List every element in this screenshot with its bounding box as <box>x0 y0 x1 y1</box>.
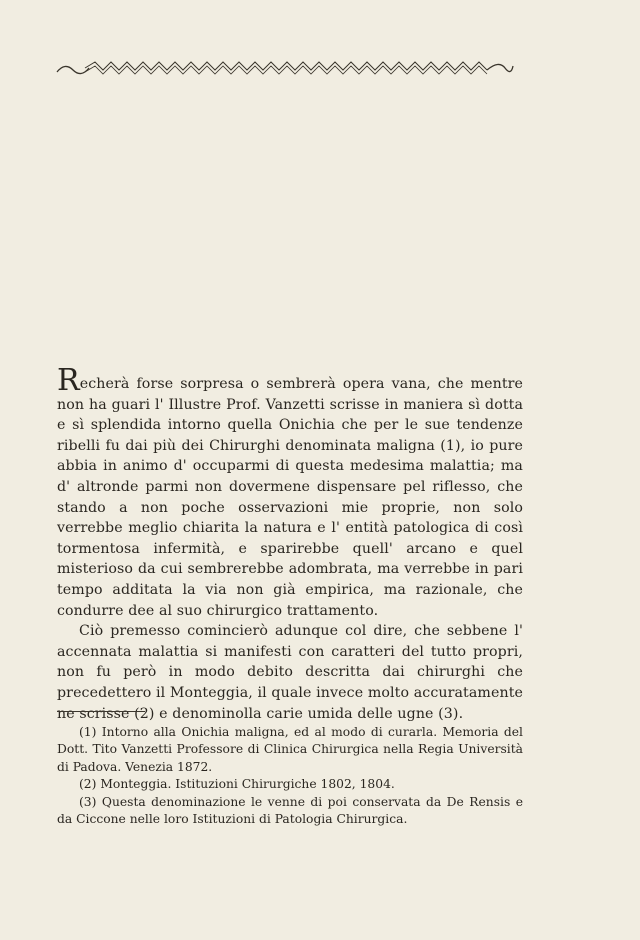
paragraph-1 <box>57 363 523 621</box>
paragraph-1-text: echerà forse sorpresa o sembrerà opera vana, che mentre non ha guari l' Illustre Prof. Vanzetti scrisse in maniera sì dotta e sì splendida intorno quella Onichia che per le sue tendenze ribelli fu dai più dei Chirurghi denominata maligna (1), io pure abbia in animo d' occuparmi di questa medesima malattia; ma d' altronde parmi non dovermene dispensare pel riflesso, che stando a non poche osservazioni mie proprie, non solo verrebbe meglio chiarita la natura e l' entità patologica di così tormentosa infermità, e sparirebbe quell' arcano e quel misterioso da cui sembrerebbe adombrata, ma verrebbe in pari tempo additata la via non già empirica, ma razionale, che condurre dee al suo chirurgico trattamento. <box>57 376 523 619</box>
decorative-ornament-icon <box>55 58 515 78</box>
drop-cap: R <box>57 363 80 398</box>
footnotes <box>57 724 523 828</box>
footnote-divider <box>57 711 145 712</box>
body-text <box>57 363 523 724</box>
footnote-2: (2) Monteggia. Istituzioni Chirurgiche 1802, 1804. <box>79 777 395 792</box>
footnote-1: (1) Intorno alla Onichia maligna, ed al modo di curarla. Memoria del Dott. Tito Vanzetti Professore di Clinica Chirurgica nella Regia Università di Padova. Venezia 1872. <box>57 725 523 774</box>
footnote-3: (3) Questa denominazione le venne di poi conservata da De Rensis e da Ciccone nelle loro Istituzioni di Patologia Chirurgica. <box>57 794 523 827</box>
paragraph-2: Ciò premesso comincierò adunque col dire, che sebbene l' accennata malattia si manifesti con caratteri del tutto propri, non fu però in modo debito descritta dai chirurghi che precedettero il Monteggia, il quale invece molto accuratamente ne scrisse (2) e denominolla carie umida delle ugne (3). <box>57 623 523 722</box>
